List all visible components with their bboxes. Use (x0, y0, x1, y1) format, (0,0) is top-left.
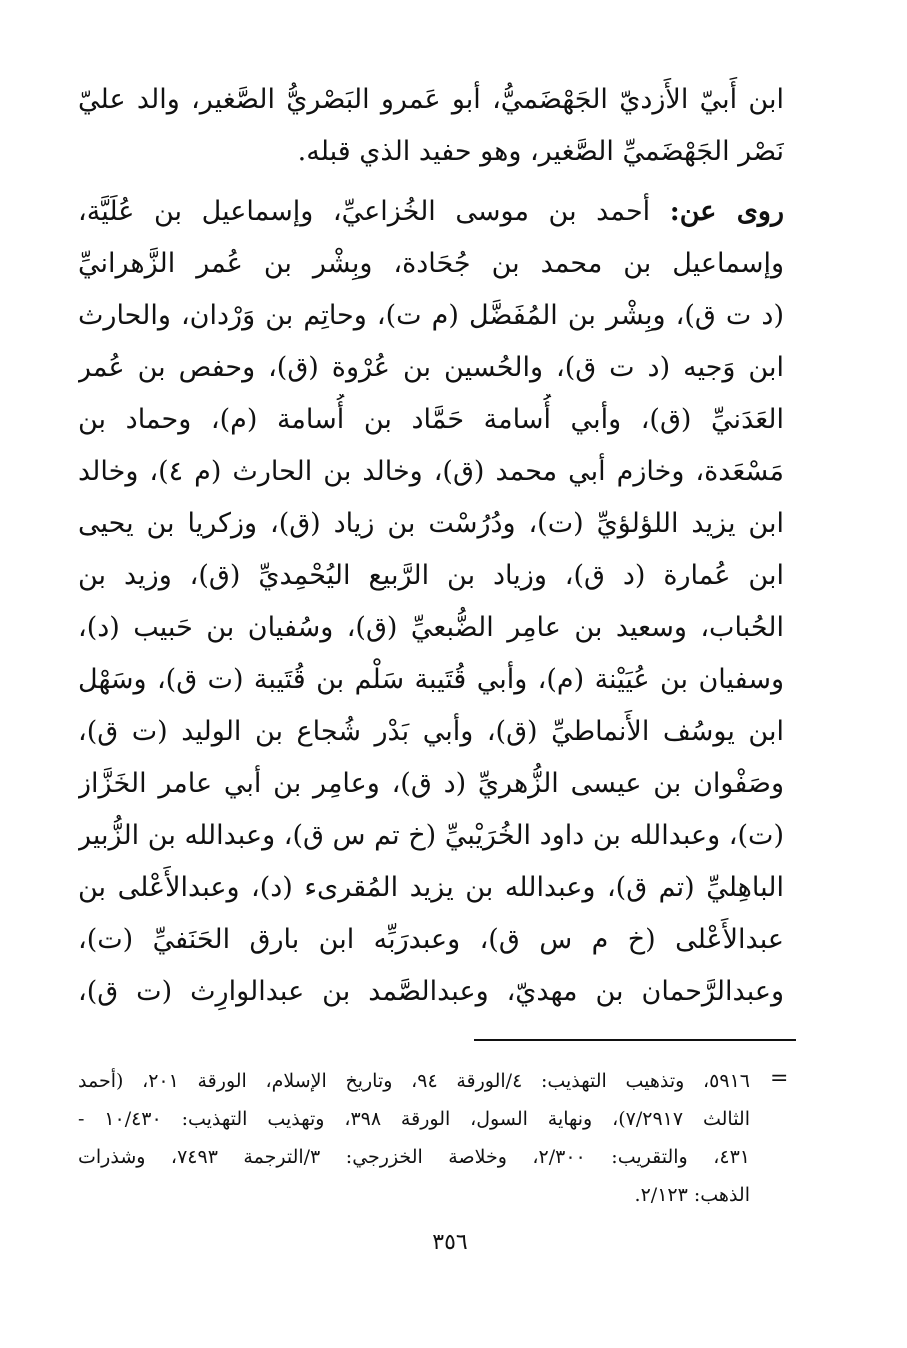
narrators-line: ابن يوسُف الأَنماطيِّ (ق)، وأبي بَدْر شُجاع بن الوليد (ت ق)، (78, 716, 784, 747)
narrators-line: مَسْعَدة، وخازم أبي محمد (ق)، وخالد بن الحارث (م ٤)، وخالد (78, 456, 784, 487)
intro-paragraph (78, 74, 784, 178)
narrators-paragraph (78, 186, 784, 1018)
narrators-line: ابن يزيد اللؤلؤيِّ (ت)، ودُرُسْت بن زياد (ق)، وزكريا بن يحيى (78, 508, 784, 539)
narrators-line: وعبدالرَّحمان بن مهديّ، وعبدالصَّمد بن عبدالوارِث (ت ق)، (78, 976, 784, 1007)
footnote-block (78, 1062, 750, 1214)
narrators-first-line-text: أحمد بن موسى الخُزاعيِّ، وإسماعيل بن عُلَيَّة، (78, 196, 670, 227)
narrators-line: الحُباب، وسعيد بن عامِر الضُّبعيِّ (ق)، وسُفيان بن حَبيب (د)، (78, 612, 784, 643)
intro-line: ابن أَبيّ الأَزديّ الجَهْضَميُّ، أبو عَمرو البَصْريُّ الصَّغير، والد عليّ (78, 84, 784, 115)
narrators-line: الباهِليِّ (تم ق)، وعبدالله بن يزيد المُقرىء (د)، وعبدالأَعْلى بن (78, 872, 784, 903)
footnote-line: الذهب: ٢/١٢٣. (634, 1184, 750, 1206)
narrators-line: ابن وَجيه (د ت ق)، والحُسين بن عُرْوة (ق)، وحفص بن عُمر (78, 352, 784, 383)
footnote-line: ٥٩١٦، وتذهيب التهذيب: ٤/الورقة ٩٤، وتاريخ الإسلام، الورقة ٢٠١، (أحمد (78, 1070, 750, 1092)
page-number: ٣٥٦ (432, 1230, 468, 1255)
narrators-line: وإسماعيل بن محمد بن جُحَادة، وبِشْر بن عُمر الزَّهرانيِّ (78, 248, 784, 279)
footnote-line: الثالث ٧/٢٩١٧)، ونهاية السول، الورقة ٣٩٨، وتهذيب التهذيب: ١٠/٤٣٠ - (78, 1108, 750, 1130)
footnote-line: ٤٣١، والتقريب: ٢/٣٠٠، وخلاصة الخزرجي: ٣/الترجمة ٧٤٩٣، وشذرات (78, 1146, 750, 1168)
narrators-line: (ت)، وعبدالله بن داود الخُرَيْبيِّ (خ تم س ق)، وعبدالله بن الزُّبير (78, 820, 784, 851)
narrators-line: العَدَنيِّ (ق)، وأبي أُسامة حَمَّاد بن أُسامة (م)، وحماد بن (78, 404, 784, 435)
narrators-line: (د ت ق)، وبِشْر بن المُفَضَّل (م ت)، وحاتِم بن وَرْدان، والحارث (78, 300, 784, 331)
footnote-continuation-marker: = (770, 1066, 789, 1091)
intro-line: نَصْر الجَهْضَميِّ الصَّغير، وهو حفيد الذي قبله. (297, 136, 784, 167)
narrators-line: عبدالأَعْلى (خ م س ق)، وعبدرَبِّه ابن بارق الحَنَفيِّ (ت)، (78, 924, 784, 955)
narrators-line: وصَفْوان بن عيسى الزُّهريِّ (د ق)، وعامِر بن أبي عامر الخَزَّاز (78, 768, 784, 799)
narrators-line: ابن عُمارة (د ق)، وزياد بن الرَّبيع اليُحْمِديِّ (ق)، وزيد بن (78, 560, 784, 591)
narrators-lead-label: روى عن: (669, 196, 784, 227)
narrators-first-line (78, 186, 784, 238)
narrators-line: وسفيان بن عُيَيْنة (م)، وأبي قُتَيبة سَلْم بن قُتَيبة (ت ق)، وسَهْل (78, 664, 784, 695)
footnote-divider (474, 1039, 796, 1041)
